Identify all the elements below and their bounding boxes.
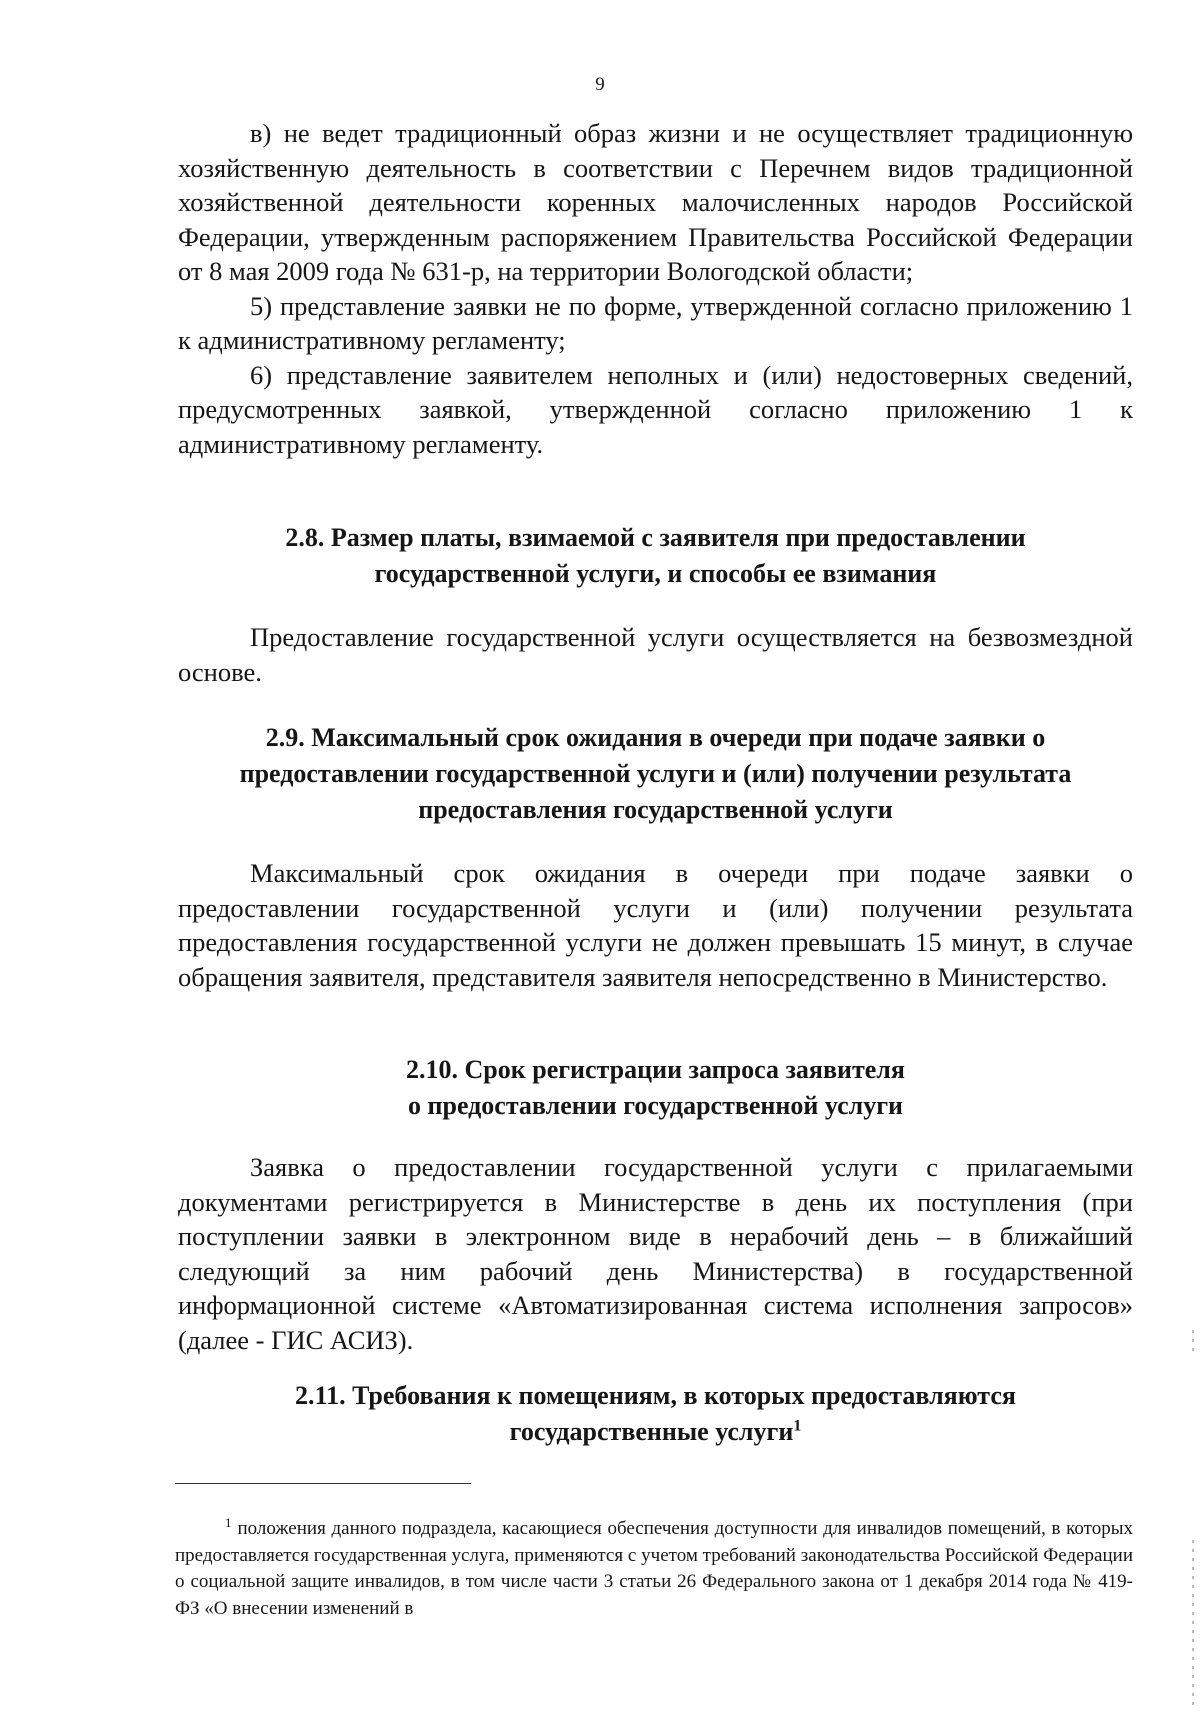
section-2-9-heading-line3: предоставления государственной услуги xyxy=(418,795,893,824)
footnote-marker: 1 xyxy=(225,1514,232,1530)
exclusion-list-block xyxy=(178,116,1133,461)
section-2-10-heading-line1: 2.10. Срок регистрации запроса заявителя xyxy=(406,1055,905,1084)
section-2-11-heading xyxy=(178,1378,1133,1450)
section-2-10-body xyxy=(178,1150,1133,1357)
paragraph-v: в) не ведет традиционный образ жизни и не осуществляет традиционную хозяйственную деятельность в соответствии с Перечнем видов традиционной хозяйственной деятельности коренных малочисленных народов Российской Федерации, утвержденным распоряжением Правительства Российской Федерации от 8 мая 2009 года № 631-р, на территории Вологодской области; xyxy=(178,118,1133,286)
footnote xyxy=(175,1516,1133,1622)
footnote-text: положения данного подраздела, касающиеся обеспечения доступности для инвалидов помещений, в которых предоставляется государственная услуга, применяются с учетом требований законодательства Российской Федерации о социальной защите инвалидов, в том числе части 3 статьи 26 Федерального закона от 1 декабря 2014 года № 419-ФЗ «О внесении изменений в xyxy=(175,1518,1133,1619)
footnote-reference: 1 xyxy=(793,1417,802,1435)
section-2-9-body xyxy=(178,856,1133,994)
section-2-11-heading-line1: 2.11. Требования к помещениям, в которых предоставляются xyxy=(295,1381,1016,1410)
section-2-9-heading xyxy=(178,720,1133,828)
section-2-11-heading-line2: государственные услуги xyxy=(509,1417,794,1446)
section-2-8-body xyxy=(178,620,1133,689)
paragraph-5: 5) представление заявки не по форме, утвержденной согласно приложению 1 к административному регламенту; xyxy=(178,290,1133,355)
section-2-9-text: Максимальный срок ожидания в очереди при подаче заявки о предоставлении государственной услуги и (или) получении результата предоставления государственной услуги не должен превышать 15 минут, в случае обращения заявителя, представителя заявителя непосредственно в Министерство. xyxy=(178,858,1133,992)
section-2-10-heading-line2: о предоставлении государственной услуги xyxy=(408,1091,903,1120)
scan-edge-mark xyxy=(1192,1540,1194,1710)
section-2-8-text: Предоставление государственной услуги осуществляется на безвозмездной основе. xyxy=(178,622,1133,687)
footnote-separator xyxy=(175,1483,471,1484)
section-2-8-heading xyxy=(178,520,1133,592)
scan-edge-mark xyxy=(1192,1330,1194,1356)
section-2-9-heading-line2: предоставлении государственной услуги и (или) получении результата xyxy=(239,759,1072,788)
section-2-10-text: Заявка о предоставлении государственной услуги с прилагаемыми документами регистрируется в Министерстве в день их поступления (при поступлении заявки в электронном виде в нерабочий день – в ближайший следующий за ним рабочий день Министерства) в государственной информационной системе «Автоматизированная система исполнения запросов» (далее - ГИС АСИЗ). xyxy=(178,1152,1133,1355)
section-2-8-heading-line2: государственной услуги, и способы ее взимания xyxy=(374,559,937,588)
paragraph-6: 6) представление заявителем неполных и (или) недостоверных сведений, предусмотренных заявкой, утвержденной согласно приложению 1 к административному регламенту. xyxy=(178,359,1133,459)
page-number: 9 xyxy=(595,74,605,95)
section-2-8-heading-line1: 2.8. Размер платы, взимаемой с заявителя при предоставлении xyxy=(285,523,1026,552)
section-2-11-heading-line2-wrap xyxy=(178,1414,1133,1450)
section-2-9-heading-line1: 2.9. Максимальный срок ожидания в очереди при подаче заявки о xyxy=(265,723,1046,752)
section-2-10-heading xyxy=(178,1052,1133,1124)
